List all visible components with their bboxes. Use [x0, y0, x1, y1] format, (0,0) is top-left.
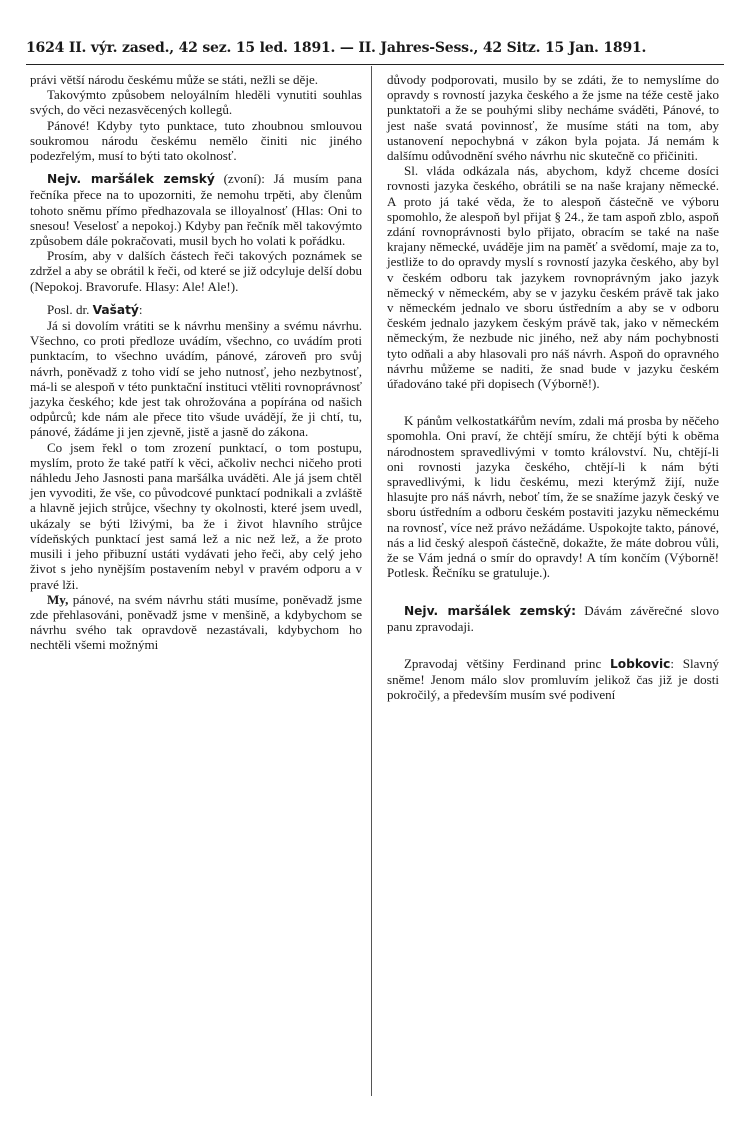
page-header — [26, 40, 724, 62]
speaker-name: Nejv. maršálek zemský — [46, 172, 215, 187]
paragraph — [387, 72, 719, 163]
paragraph-text: Prosím, aby v dalších částech řeči takových poznámek se zdržel a aby se obrátil k řeči, od které se již odcyluje delší dobu (Nepokoj. Bravorufe. Hlasy: Ale! Ale!). — [30, 248, 362, 294]
paragraph — [387, 163, 719, 391]
paragraph-text: důvody podporovati, musilo by se zdáti, že to nemyslíme do opravdy s rovností jazyka českého a že jsme na téže cestě jako punktatoři a že se pouhými sliby necháme sváděti, Pánové, to jest naše svatá povinnosť, že musíme státi na tom, aby ustanovení nepochybná v zákon byla pojata. Já nemám k dalšímu odůvodnění svého návrhu nic skutečně co přičiniti. — [387, 72, 719, 164]
speech-text: Dávám závěrečné slovo panu zpravodaji. — [387, 602, 719, 634]
emphasis: My, — [46, 591, 69, 607]
paragraph — [30, 72, 362, 87]
paragraph — [30, 248, 362, 294]
paragraph — [30, 87, 362, 117]
right-column — [387, 72, 719, 703]
header-text: 1624 II. výr. zased., 42 sez. 15 led. 1891. — II. Jahres-Sess., 42 Sitz. 15 Jan. 1891. — [26, 40, 647, 56]
paragraph-text: Co jsem řekl o tom zrození punktací, o tom postupu, myslím, proto že také patří k věci, ačkoliv nechci ničeho proti náhledu Jeho Jasnosti pana maršálka uváděti. Ale já jsem chtěl jen vyvoditi, že vše, co původcové punktací podnikali a zvláště a hlavně jejich strůjce, všechny ty okolnosti, které jsem uvedl, ukázaly se býti lživými, ba že i život hlavního strůjce vídeňských punktací jest samá lež a nic než lež, a že proto musili i jeho přibuzní ustáti vydávati jeho řeči, aby celý jeho život s jeho nynějším postavením nebyl v pravém odporu a v pravé lži. — [30, 439, 362, 592]
paragraph-text: K pánům velkostatkářům nevím, zdali má prosba by něčeho spomohla. Oni praví, že chtějí smíru, že chtějí býti k oběma národnostem spravedlivými v tomto království. Nu, chtějí-li oni rovnosti jazyka českého, chtějí-li k nám býti spravedlivými, k lidu českému, mezi kterýmž žijí, nuže hlasujte pro náš návrh, neboť tím, že se snažíme jazyk český ve sboru ústředním a odboru českém postaviti jazyku německému na rovnosť, více než právo nežádáme. Uspokojte takto, pánové, nás a lid český alespoň částečně, dokažte, že máte dobrou vůli, že se Vám jedná o smír do opravdy! A tím končím (Výborně! Potlesk. Řečníku se gratuluje.). — [387, 413, 719, 581]
speaker-role: Posl. dr. — [46, 301, 93, 317]
speaker-name: Lobkovic — [610, 656, 671, 671]
paragraph — [30, 318, 362, 440]
paragraph-text: pánové, na svém návrhu státi musíme, poněvadž jsme zde přehlasováni, poněvadž jsme v menšině, a kdybychom se návrhu svého tak opravdově nezastávali, kdybychom ho nechtěli všemi možnými — [30, 591, 362, 653]
header-rule — [26, 64, 724, 65]
paragraph-text: Sl. vláda odkázala nás, abychom, když chceme dosíci rovnosti jazyka českého, obrátili se na naše krajany německé. A proto já také věda, že to alespoň částečně ve výboru spomohlo, že alespoň byl přijat § 24., že tam aspoň zblo, aspoň zdání rovnoprávnosti bylo přijato, obracím se také na naše krajany německé, uváděje jim na paměť a svědomí, maje za to, jestliže to do opravdy myslí s rovností jazyka českého, aby byl v českém odboru tak jazykem rovnoprávným jako jazyk německý v německém, aby se v jazyku českém právě tak jako v německém jednalo ve sboru ústředním a aby se v odboru českém jednalo jazykem českým právě tak, jako v německém německým, že nezbude nic jiného, než aby nám pochybnosti tyto odňali a aby hlasovali pro náš návrh. Aspoň do opravného návrhu můžeme se naditi, že snad bude v jazyku českém úřadováno také při dopisech (Výborně!). — [387, 163, 719, 392]
paragraph — [30, 440, 362, 592]
speech-paragraph — [387, 656, 719, 703]
left-column — [30, 72, 362, 653]
speaker-name: Nejv. maršálek zemský: — [403, 603, 576, 618]
speaker-role: Zpravodaj většiny Ferdinand princ — [403, 655, 610, 671]
speech-paragraph — [30, 171, 362, 248]
speech-paragraph — [387, 603, 719, 634]
paragraph-text: právi větší národu českému může se státi, nežli se děje. — [30, 72, 319, 87]
paragraph — [30, 118, 362, 164]
paragraph — [30, 592, 362, 653]
paragraph-text: Já si dovolím vrátiti se k návrhu menšiny a svému návrhu. Všechno, co proti předloze uvádím, všechno, co uvádím proti punktacím, to všechno uvádím, pánové, zároveň pro svůj návrh, poněvadž z toho vidí se jeho nutnosť, jeho nezbytnosť, má-li se alespoň v této punktační instituci vtěliti rovnoprávnosť jazyka českého; kde jest tak ohrožována a popírána od našich odpůrců; kde nám ale přece tito všude uvádějí, že ji chtí, tu, pánové, žádáme ji jen zjevně, jistě a jasně do zákona. — [30, 318, 362, 440]
speaker-name: Vašatý — [92, 302, 139, 317]
paragraph-text: Takovýmto způsobem neloyálním hleděli vynutiti souhlas svých, do věci nezasvěcených kollegů. — [30, 87, 362, 118]
paragraph-text: Pánové! Kdyby tyto punktace, tuto zhoubnou smlouvou soukromou národu českému nemělo činiti nic jiného podezřelým, musí to býti tato okolnosť. — [30, 117, 362, 164]
speaker-label — [30, 302, 362, 318]
paragraph — [387, 413, 719, 580]
speech-text: : Slavný sněme! Jenom málo slov promluvím jelikož čas již je dosti pokročilý, a především musím své podivení — [387, 655, 719, 703]
column-divider — [371, 66, 372, 1096]
speech-text: (zvoní): Já musím pana řečníka přece na to upozorniti, že nemohu trpěti, aby členům tohoto sněmu přímo předhazovala se illoyalnosť (Hlas: Oni to snesou! Veselosť a nepokoj.) Kdyby pan řečník měl takovýmto způsobem dále pokračovati, musil bych ho volati k pořádku. — [30, 171, 362, 249]
speaker-colon: : — [138, 301, 143, 317]
